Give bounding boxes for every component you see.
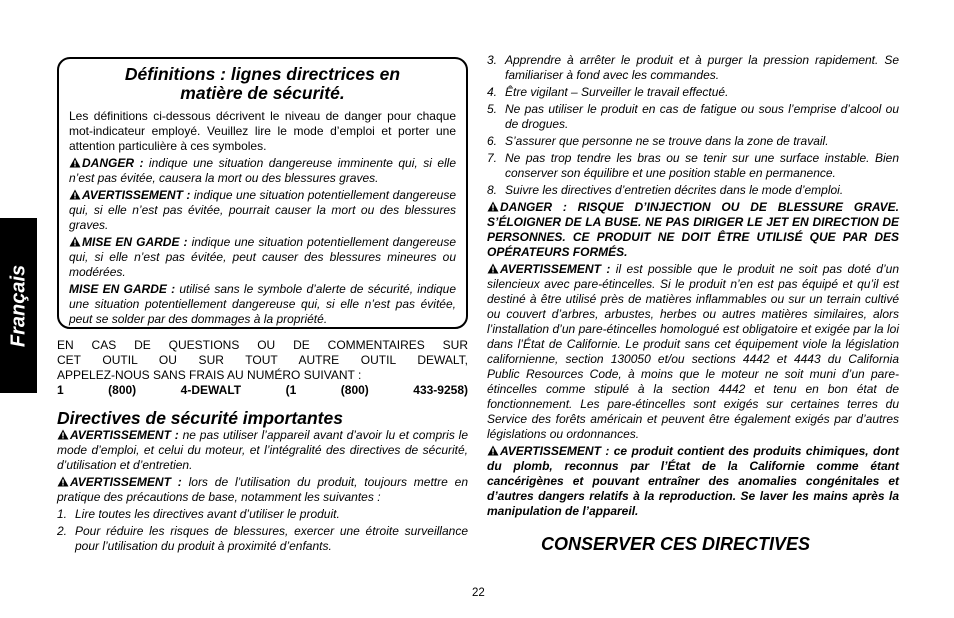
danger-label: DANGER : bbox=[82, 156, 144, 170]
left-column bbox=[57, 57, 468, 554]
warning-text: indique une situation potentiellement dangereuse qui, si elle n’est pas évitée, pourrait causer la mort ou des blessures graves. bbox=[69, 188, 456, 232]
warning-label: AVERTISSEMENT : bbox=[82, 188, 191, 202]
list-item-text: Lire toutes les directives avant d’utiliser le produit. bbox=[75, 507, 340, 521]
warning-definition bbox=[69, 188, 456, 233]
list-item bbox=[487, 102, 899, 132]
safety-heading: Directives de sécurité importantes bbox=[57, 408, 343, 428]
warning-triangle-icon bbox=[57, 429, 69, 440]
warning-triangle-icon bbox=[69, 236, 81, 247]
warning-triangle-icon bbox=[69, 189, 81, 200]
list-item bbox=[57, 524, 468, 554]
caution-no-symbol-definition bbox=[69, 282, 456, 327]
list-item-number: 4. bbox=[487, 85, 498, 99]
warning-triangle-icon bbox=[69, 157, 81, 168]
warning-spark-arrester bbox=[487, 262, 899, 442]
list-item-text: Suivre les directives d’entretien décrites dans le mode d’emploi. bbox=[505, 183, 844, 197]
list-item bbox=[57, 507, 468, 522]
list-item-text: Ne pas utiliser le produit en cas de fatigue ou sous l’emprise d’alcool ou de drogues. bbox=[505, 102, 899, 131]
definitions-title-line-1: Définitions : lignes directrices en bbox=[124, 64, 401, 84]
warning-read-manual-text: ne pas utiliser l’appareil avant d’avoir lu et compris le mode d’emploi, et celui du moteur, et l’intégralité des directives de sécurité, d’utilisation et d’entretien. bbox=[57, 428, 469, 472]
warning-precautions-label: AVERTISSEMENT : bbox=[70, 475, 182, 489]
list-item-number: 5. bbox=[487, 102, 498, 116]
list-item-text: Pour réduire les risques de blessures, exercer une étroite surveillance pour l’utilisation du produit à proximité d’enfants. bbox=[75, 524, 468, 553]
caution-no-symbol-label: MISE EN GARDE : bbox=[69, 282, 176, 296]
definitions-intro: Les définitions ci-dessous décrivent le niveau de danger pour chaque mot-indicateur employé. Veuillez lire le mode d’emploi et porter une attention particulière à ces symboles. bbox=[69, 109, 456, 153]
page-number: 22 bbox=[472, 587, 485, 599]
definitions-title-line-2: matière de sécurité. bbox=[180, 83, 345, 103]
warning-chemicals-text: AVERTISSEMENT : ce produit contient des produits chimiques, dont du plomb, reconnus par l’État de la Californie comme étant cancérigènes et pouvant entraîner des anomalies congénitales et d’autres dangers relatifs à la reproduction. Se laver les mains après la manipulation de l’appareil. bbox=[487, 444, 899, 518]
list-item bbox=[487, 134, 899, 149]
definitions-box bbox=[57, 57, 468, 329]
list-item-number: 3. bbox=[487, 53, 498, 67]
language-side-tab bbox=[0, 218, 37, 393]
caution-label: MISE EN GARDE : bbox=[82, 235, 188, 249]
list-item bbox=[487, 183, 899, 198]
warning-triangle-icon bbox=[487, 201, 499, 212]
warning-chemicals bbox=[487, 444, 899, 519]
warning-spark-arrester-label: AVERTISSEMENT : bbox=[500, 262, 611, 276]
caution-no-symbol-text: utilisé sans le symbole d’alerte de sécurité, indique une situation potentiellement dangereuse qui, si elle n’est pas évitée, peut se solder par des dommages à la propriété. bbox=[69, 282, 457, 326]
definitions-title bbox=[69, 65, 456, 103]
list-item-text: Apprendre à arrêter le produit et à purger la pression rapidement. Se familiariser à fond avec les commandes. bbox=[505, 53, 899, 82]
warning-triangle-icon bbox=[57, 476, 69, 487]
caution-definition bbox=[69, 235, 456, 280]
contact-line-2: CET OUTIL OU SUR TOUT AUTRE OUTIL DEWALT, bbox=[57, 353, 468, 367]
list-item-text: Ne pas trop tendre les bras ou se tenir sur une surface instable. Bien conserver son équilibre et une position stable en permanence. bbox=[505, 151, 899, 180]
warning-precautions bbox=[57, 475, 468, 505]
list-item-number: 8. bbox=[487, 183, 498, 197]
danger-definition bbox=[69, 156, 456, 186]
warning-read-manual-label: AVERTISSEMENT : bbox=[70, 428, 179, 442]
list-item bbox=[487, 53, 899, 83]
language-tab-label: Français bbox=[7, 264, 29, 347]
danger-text: indique une situation dangereuse imminente qui, si elle n’est pas évitée, causera la mort ou des blessures graves. bbox=[69, 156, 456, 185]
warning-read-manual bbox=[57, 428, 468, 473]
list-item bbox=[487, 151, 899, 181]
caution-text: indique une situation potentiellement dangereuse qui, si elle n’est pas évitée, peut causer des blessures mineures ou modérées. bbox=[69, 235, 456, 279]
list-item-text: S’assurer que personne ne se trouve dans la zone de travail. bbox=[505, 134, 829, 148]
list-item-number: 1. bbox=[57, 507, 68, 521]
list-item-text: Être vigilant – Surveiller le travail effectué. bbox=[505, 85, 729, 99]
list-item-number: 6. bbox=[487, 134, 498, 148]
warning-spark-arrester-text: il est possible que le produit ne soit pas doté d’un silencieux avec pare-étincelles. Si le produit n’en est pas équipé et qu’il est destiné à être utilisé près de matières inflammables ou sur un terrain cultivé ou couvert d’arbres, arbustes, herbes ou autres matières similaires, alors l’installation d’un pare-étincelles homologué est obligatoire et exigée par la loi dans l’État de Californie. Le produit sans cet équipement viole la législation californienne, section 130050 et/ou sections 4442 et 4443 du California Public Resources Code, à moins que le moteur ne soit muni d’un pare-étincelles comme stipulé à la section 4442 et tenu en bon état de fonctionnement. Les pare-étincelles sont exigés sur certaines terres du Service des forêts américain et peuvent être également exigés par d’autres législations ou ordonnances. bbox=[487, 262, 899, 441]
contact-block bbox=[57, 338, 468, 398]
right-column bbox=[487, 53, 899, 519]
list-item-number: 7. bbox=[487, 151, 498, 165]
keep-instructions-heading: CONSERVER CES DIRECTIVES bbox=[541, 534, 811, 554]
warning-triangle-icon bbox=[487, 445, 499, 456]
danger-injection bbox=[487, 200, 899, 260]
contact-line-3: APPELEZ-NOUS SANS FRAIS AU NUMÉRO SUIVANT : bbox=[57, 368, 362, 382]
contact-phone: 1 (800) 4-DEWALT (1 (800) 433-9258) bbox=[57, 383, 468, 397]
contact-line-1: EN CAS DE QUESTIONS OU DE COMMENTAIRES SUR bbox=[57, 338, 468, 352]
danger-injection-text: DANGER : RISQUE D’INJECTION OU DE BLESSURE GRAVE. S’ÉLOIGNER DE LA BUSE. NE PAS DIRIGER LE JET EN DIRECTION DE PERSONNES. CE PRODUIT NE DOIT ÊTRE UTILISÉ QUE PAR DES OPÉRATEURS FORMÉS. bbox=[487, 200, 899, 259]
warning-precautions-text: lors de l’utilisation du produit, toujours mettre en pratique des précautions de base, notamment les suivantes : bbox=[57, 475, 468, 504]
list-item bbox=[487, 85, 899, 100]
list-item-number: 2. bbox=[57, 524, 68, 538]
warning-triangle-icon bbox=[487, 263, 499, 274]
